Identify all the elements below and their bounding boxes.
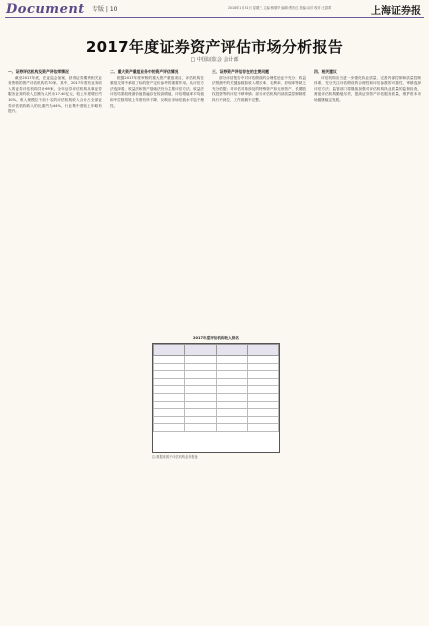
paragraph: 部分评估报告中对评估假设的合理性论证不充分；收益法预测中的关键参数如收入增长率、毛利率、折现率等缺乏充分依据；对评估对象涉及的特殊资产如无形资产、长期股权投资等的评估不够审慎；部分评估机构内部质量控制制度执行不到位，工作底稿不完整。 [212, 75, 306, 102]
paragraph: 评估机构应当进一步强化执业质量，完善内部控制和质量控制体系，充分关注评估假设的合理性和评估参数的可靠性，审慎选择评估方法；监管部门将继续加强对评估机构执业质量的监督检查，督促评估机构勤勉尽责，提高证券资产评估服务质量，维护资本市场健康稳定发展。 [314, 75, 421, 102]
text-column-1 [8, 68, 102, 618]
header-rule [5, 17, 424, 18]
ranking-grid [153, 344, 279, 432]
text-column-3 [212, 68, 306, 338]
ranking-table [152, 336, 280, 453]
section-word: Document [6, 2, 85, 17]
section-heading: 二、重大资产重组业务中的资产评估情况 [110, 69, 179, 74]
paper-name: 上海证券报 [371, 6, 421, 17]
table-note: 注:数据来源于评估机构业务报备 [152, 455, 198, 459]
paragraph: 截至2017年底，在证监会备案、获得证券期货相关业务资格的资产评估机构共70家。其中，2017年度有业务收入的证券评估机构共计69家。全年证券评估机构从事证券服务业务的收入总额为人民币17.40亿元，较上年度增长约10%。收入规模位于前十名的评估机构收入合计占全部证券评估机构收入的比重约为44%，行业集中度较上年略有提升。 [8, 75, 102, 114]
text-column-2 [110, 68, 204, 338]
date-line: 2018年1月31日 星期三 主编:熊德华 编辑:贾庆红 美编:余洋 校对:王碧菁 [228, 6, 332, 10]
section-heading: 一、证券评估机构及资产评估师情况 [8, 69, 69, 74]
masthead [0, 0, 429, 18]
section-tag: 专版 | 10 [92, 6, 118, 13]
section-heading: 三、证券资产评估存在的主要问题 [212, 69, 269, 74]
article-title: 2017年度证券资产评估市场分析报告 [85, 38, 344, 56]
article-byline: □ 中国证监会 会计部 [190, 57, 239, 63]
text-column-4 [314, 68, 421, 618]
paragraph: 根据2017年度审核的重大资产重组项目，评估机构在重组交易中承担了标的资产定价参考的重要作用。从评估方法选择看，收益法和资产基础法仍为主要评估方法。收益法评估结果较账面价值普遍存在较高增值，评估增值率平均值和中位数均较上年度有所下降，反映出市场估值水平趋于理性。 [110, 75, 204, 108]
section-heading: 四、相关建议 [314, 69, 337, 74]
table-title: 2017年度评估机构收入排名 [193, 336, 239, 340]
